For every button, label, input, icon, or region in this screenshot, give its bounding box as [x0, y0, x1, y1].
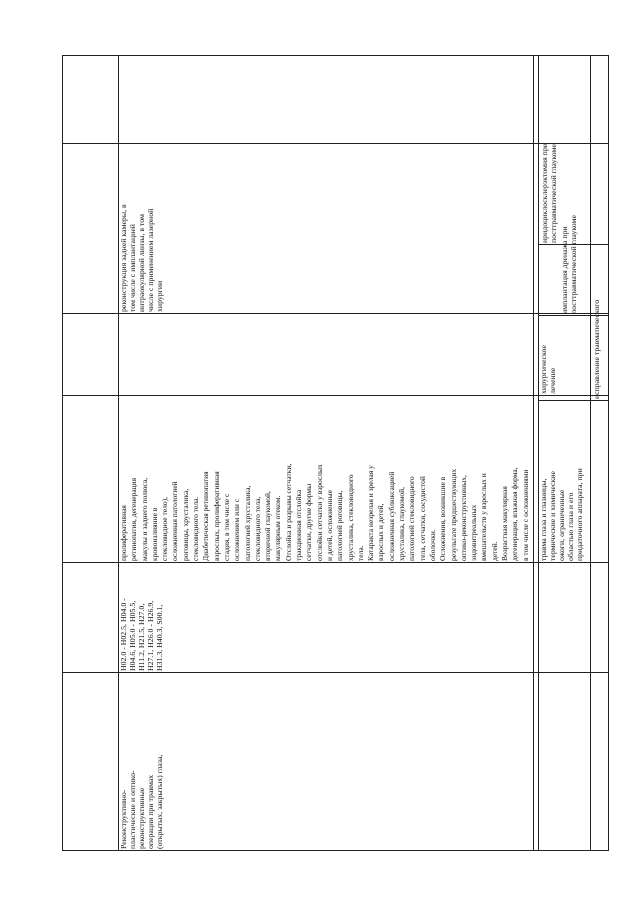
- table-border-left: [62, 55, 63, 851]
- cell-method-reconstruction: реконструкция задней камеры, в том числе с имплантацией интраокулярной линзы, в том числе с применением лазерной хирургии: [119, 204, 164, 312]
- cell-method-correction: исправление травматического: [592, 299, 601, 399]
- column-divider: [533, 55, 534, 851]
- table-border-top: [62, 55, 609, 56]
- cell-treatment-type: хирургическое лечение: [539, 345, 557, 394]
- cell-method-drainage: имплантация дренажа при посттравматической глаукоме: [560, 215, 578, 314]
- cell-diagnosis-description: пролиферативная ретинопатия, дегенерация макулы и заднего полюса, кровоизлияние в стекловидное тело), осложненная патологией роговицы, хрусталика, стекловидного тела. Диабетическая ретинопатия взрослых, пролиферативная стадия, в том числе с осложнением или с патологией хрусталика, стекловидного тела, вторичной глаукомой, макулярным отеком. Отслойка и разрывы сетчатки, тракционная отслойка сетчатки, другие формы отслойки сетчатки у взрослых и детей, осложненные патологией роговицы, хрусталика, стекловидного тела. Катаракта незрелая и зрелая у взрослых и детей, осложненная сублюксацией хрусталика, глаукомой, патологией стекловидного тела, сетчатки, сосудистой оболочки. Осложнения, возникшие в результате предшествующих оптико-реконструктивных, эндовитреальных вмешательств у взрослых и детей. Возрастная макулярная дегенерация, влажная форма, в том числе с осложнениями: [119, 463, 530, 561]
- row-divider: [62, 143, 609, 144]
- column-divider: [118, 55, 119, 851]
- cell-treatment-name: Реконструктивно- пластические и оптико- реконструктивные операции при травмах (открытых, закрытых) глаза,: [119, 754, 164, 849]
- cell-injury-description: травма глаза и глазницы, термические и химические ожоги, ограниченные областью глаза и его придаточного аппарата, при: [539, 468, 584, 561]
- column-divider: [538, 55, 539, 851]
- row-divider-short: [538, 400, 608, 401]
- table-border-right: [608, 55, 609, 851]
- column-divider: [590, 55, 591, 851]
- row-divider: [62, 672, 609, 673]
- row-divider: [62, 313, 609, 314]
- cell-method-iridocyclo: иридоциклосклерэктомия при посттравматической глаукоме: [540, 143, 558, 243]
- table-border-bottom: [62, 850, 609, 851]
- cell-diagnosis-codes: H02.0 - H02.5, H04.0 - H04.6, H05.0 - H05.5, H11.2, H21.5, H27.0, H27.1, H26.0 - H26.9, H31.3, H40.3, S00.1,: [119, 598, 164, 671]
- row-divider: [62, 395, 609, 396]
- row-divider: [62, 562, 609, 563]
